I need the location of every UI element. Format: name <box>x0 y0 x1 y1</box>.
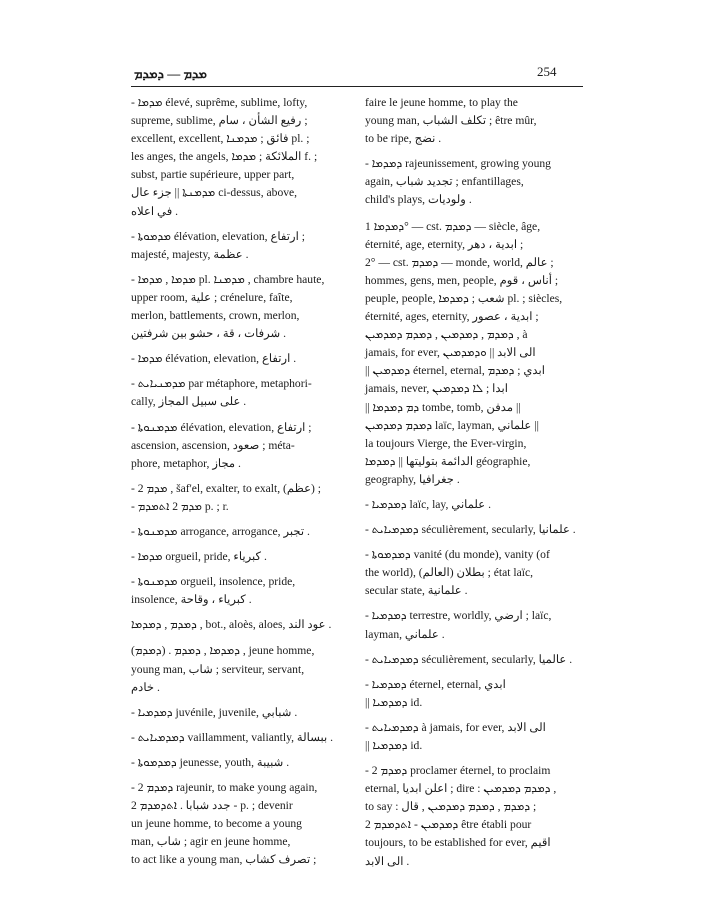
dictionary-entry <box>131 642 350 696</box>
entry-line: || ܕܡܕܡܝܐ id. <box>365 695 423 709</box>
dictionary-entry <box>131 704 350 722</box>
entry-line: ܡܕܡܢܬܐ || جزء عال ci-dessus, above, <box>131 186 298 200</box>
entry-line: - ܡܕܡܢܘܬܐ arrogance, arrogance, تجبر . <box>131 524 310 538</box>
entry-line: jamais, for ever, الى الابد || ܘܕܡܕܡܝܢ <box>365 346 536 360</box>
entry-line: young man, شاب ; serviteur, servant, <box>131 662 305 676</box>
dictionary-entry <box>131 271 350 343</box>
entry-line: phore, metaphor, مجاز . <box>131 456 241 470</box>
entry-line: un jeune homme, to become a young <box>131 817 302 831</box>
entry-line: majesté, majesty, عظمة . <box>131 247 249 261</box>
dictionary-entry <box>131 779 350 869</box>
entry-line: ascension, ascension, صعود ; méta- <box>131 438 295 452</box>
dictionary-entry <box>131 375 350 411</box>
entry-line: - ܡܕܡܐ , ܡܕܡܐ pl. ܡܕܡܢܐ , chambre haute, <box>131 272 325 286</box>
entry-line: || ܕܡܕܡܝܢ éternel, eternal, ابدي ; ܕܡܕܡ <box>365 364 545 378</box>
entry-line: - ܕܡܕܡܝܐܝܬ à jamais, for ever, الى الابد <box>365 720 546 734</box>
dictionary-entry <box>365 762 583 871</box>
entry-line: - ܕܡܕܡܝܐ terrestre, worldly, ارضي ; laïc, <box>365 609 552 623</box>
entry-line: - ܡܕܡܢܝܐܝܬ par métaphore, metaphori- <box>131 377 312 391</box>
entry-line: excellent, excellent, فائق ; ܡܕܡܢܐ pl. ; <box>131 132 310 146</box>
entry-line: toujours, to be established for ever, اقيم <box>365 836 551 850</box>
left-column <box>131 94 350 876</box>
dictionary-entry <box>131 573 350 609</box>
entry-line: ܕܡܕܡ ܕܡܕܡܝܢ laïc, layman, علماني || <box>365 418 539 432</box>
right-column <box>365 94 583 878</box>
entry-line: ܕܡܕܡ , ܕܡܕܡܐ , bot., aloès, aloes, عود الند . <box>131 618 332 632</box>
running-head: ܡܕܡ — ܕܡܕܡ <box>134 66 207 81</box>
entry-line: the world), بطلان (العالم) ; état laïc, <box>365 566 533 580</box>
dictionary-entry <box>131 548 350 566</box>
entry-line: éternité, ages, eternity, ابدية ، عصور ; <box>365 310 539 324</box>
entry-line: في اعلاه . <box>131 204 179 218</box>
dictionary-entry <box>365 607 583 643</box>
entry-line: éternité, age, eternity, ابدية ، دهر ; <box>365 237 524 251</box>
entry-line: || ܕܡܕܡܝܐ id. <box>365 739 423 752</box>
entry-line: jamais, never, ابدا ; ܠܐ ܕܡܕܡܝܢ <box>365 382 508 396</box>
entry-line: geography, جغرافيا . <box>365 472 460 486</box>
dictionary-entry <box>365 496 583 514</box>
entry-line: - ܡܕܡ 2 , šaf'el, exalter, to exalt, (عظم) ; <box>131 481 322 495</box>
entry-line: subst, partie supérieure, upper part, <box>131 168 295 182</box>
dictionary-entry <box>131 419 350 473</box>
entry-line: - ܡܕܡܢܘܬܐ orgueil, insolence, pride, <box>131 575 296 589</box>
dictionary-entry <box>131 729 350 747</box>
entry-line: ܕܡܕܡ , ܕܡܕܡܝܢ , ܕܡܕܡ ܕܡܕܡܝܢ , à <box>365 328 528 342</box>
dictionary-entry <box>365 218 583 489</box>
entry-line: insolence, كبرياء ، وقاحة . <box>131 593 252 607</box>
entry-line: - ܕܡܕܡܝܐܝܬ séculièrement, secularly, علمانيا . <box>365 523 576 537</box>
header-rule <box>131 86 583 87</box>
dictionary-entry <box>365 676 583 712</box>
dictionary-entry <box>365 521 583 539</box>
dictionary-entry <box>365 546 583 600</box>
dictionary-entry <box>131 754 350 772</box>
entry-line: - ܕܡܕܡܝܐ juvénile, juvenile, شبابي . <box>131 705 298 719</box>
entry-line: cally, على سبيل المجاز . <box>131 395 247 409</box>
entry-line: - 2 ܕܡܕܡ rajeunir, to make young again, <box>131 781 318 794</box>
entry-line: young man, تكلف الشباب ; être mûr, <box>365 114 537 128</box>
entry-line: faire le jeune homme, to play the <box>365 96 518 109</box>
entry-line: hommes, gens, men, people, أناس ، قوم ; <box>365 273 559 287</box>
entry-line: layman, علماني . <box>365 627 445 641</box>
entry-line: - ܕܡܕܡܝܐܝܬ vaillamment, valiantly, ببسالة . <box>131 730 334 744</box>
dictionary-entry <box>131 523 350 541</box>
entry-line: || ܕܡ ܕܡܕܡܐ tombe, tomb, مدفن || <box>365 400 521 414</box>
dictionary-entry <box>365 155 583 209</box>
entry-line: - ܕܡܕܡܝܐ laïc, lay, علماني . <box>365 497 491 511</box>
entry-line: (ܕܡܕܡ) . ܕܡܕܡܐ , ܕܡܕܡ , jeune homme, <box>131 644 315 658</box>
entry-line: - ܕܡܕܡܘܬܐ jeunesse, youth, شبيبة . <box>131 755 290 769</box>
entry-line: - ܡܕܡܐ élevé, suprême, sublime, lofty, <box>131 96 308 109</box>
entry-line: جدد شبابا . ܐܬܕܡܕܡ 2 - p. ; devenir <box>131 799 293 813</box>
entry-line: - ܕܡܕܡܘܬܐ vanité (du monde), vanity (of <box>365 548 550 562</box>
dictionary-entry <box>365 719 583 755</box>
entry-line: - 2 ܕܡܕܡ proclamer éternel, to proclaim <box>365 764 551 778</box>
dictionary-entry <box>131 480 350 516</box>
entry-line: خادم . <box>131 680 160 694</box>
entry-line: la toujours Vierge, the Ever-virgin, <box>365 436 527 450</box>
entry-line: upper room, علية ; crénelure, faîte, <box>131 290 293 304</box>
entry-line: شرفات ، قة ، حشو بين شرفتين . <box>131 327 287 341</box>
entry-line: again, تجديد شباب ; enfantillages, <box>365 175 524 189</box>
entry-line: peuple, people, شعب ; ܕܡܕܡܐ pl. ; siècles, <box>365 291 563 305</box>
dictionary-entry <box>365 94 583 148</box>
entry-line: - ܕܡܕܡܐ rajeunissement, growing young <box>365 157 551 171</box>
dictionary-entry <box>365 651 583 669</box>
entry-line: - ܡܕܡܢܘܬܐ élévation, elevation, ارتفاع ; <box>131 420 312 434</box>
entry-line: ܕܡܕܡܐ 1° — cst. ܕܡܕܡ — siècle, âge, <box>365 219 541 233</box>
entry-line: - ܡܕܡܘܬܐ élévation, elevation, ارتفاع ; <box>131 229 305 243</box>
dictionary-entry <box>131 616 350 634</box>
entry-line: - ܕܡܕܡܝܐ éternel, eternal, ابدي <box>365 677 506 691</box>
dictionary-entry <box>131 228 350 264</box>
entry-line: child's plays, ولوديات . <box>365 193 472 207</box>
entry-line: - ܕܡܕܡܝܐܝܬ séculièrement, secularly, عالميا . <box>365 652 573 666</box>
page-number: 254 <box>537 64 557 79</box>
entry-line: man, شاب ; agir en jeune homme, <box>131 835 291 849</box>
entry-line: to say : ܕܡܕܡ , ܕܡܕܡ ܕܡܕܡܝܢ , قال ; <box>365 800 537 814</box>
entry-line: الى الابد . <box>365 854 410 868</box>
entry-line: - ܡܕܡܐ orgueil, pride, كبرياء . <box>131 550 267 564</box>
entry-line: eternal, اعلن ابديا ; dire : ܕܡܕܡ ܕܡܕܡܝܢ , <box>365 782 557 796</box>
entry-line: ܕܡܕܡܝܢ - ܐܬܕܡܕܡ 2 être établi pour <box>365 818 532 832</box>
entry-line: to be ripe, نضج . <box>365 132 442 146</box>
entry-line: الدائمة بتوليتها || ܕܡܕܡܐ géographie, <box>365 454 531 468</box>
entry-line: - ܡܕܡܐ élévation, elevation, ارتفاع . <box>131 352 297 366</box>
entry-line: secular state, علمانية . <box>365 584 468 598</box>
dictionary-entry <box>131 350 350 368</box>
entry-line: 2° — cst. ܕܡܕܡ — monde, world, عالم ; <box>365 255 554 269</box>
entry-line: merlon, battlements, crown, merlon, <box>131 309 300 323</box>
entry-line: les anges, the angels, الملائكة ; ܡܕܡܐ f. ; <box>131 150 318 164</box>
dictionary-entry <box>131 94 350 221</box>
entry-line: - ܡܕܡ 2 ܐܬܡܕܡ p. ; r. <box>131 499 229 513</box>
entry-line: supreme, sublime, رفيع الشأن ، سام ; <box>131 114 308 128</box>
entry-line: to act like a young man, تصرف كشاب ; <box>131 853 317 867</box>
